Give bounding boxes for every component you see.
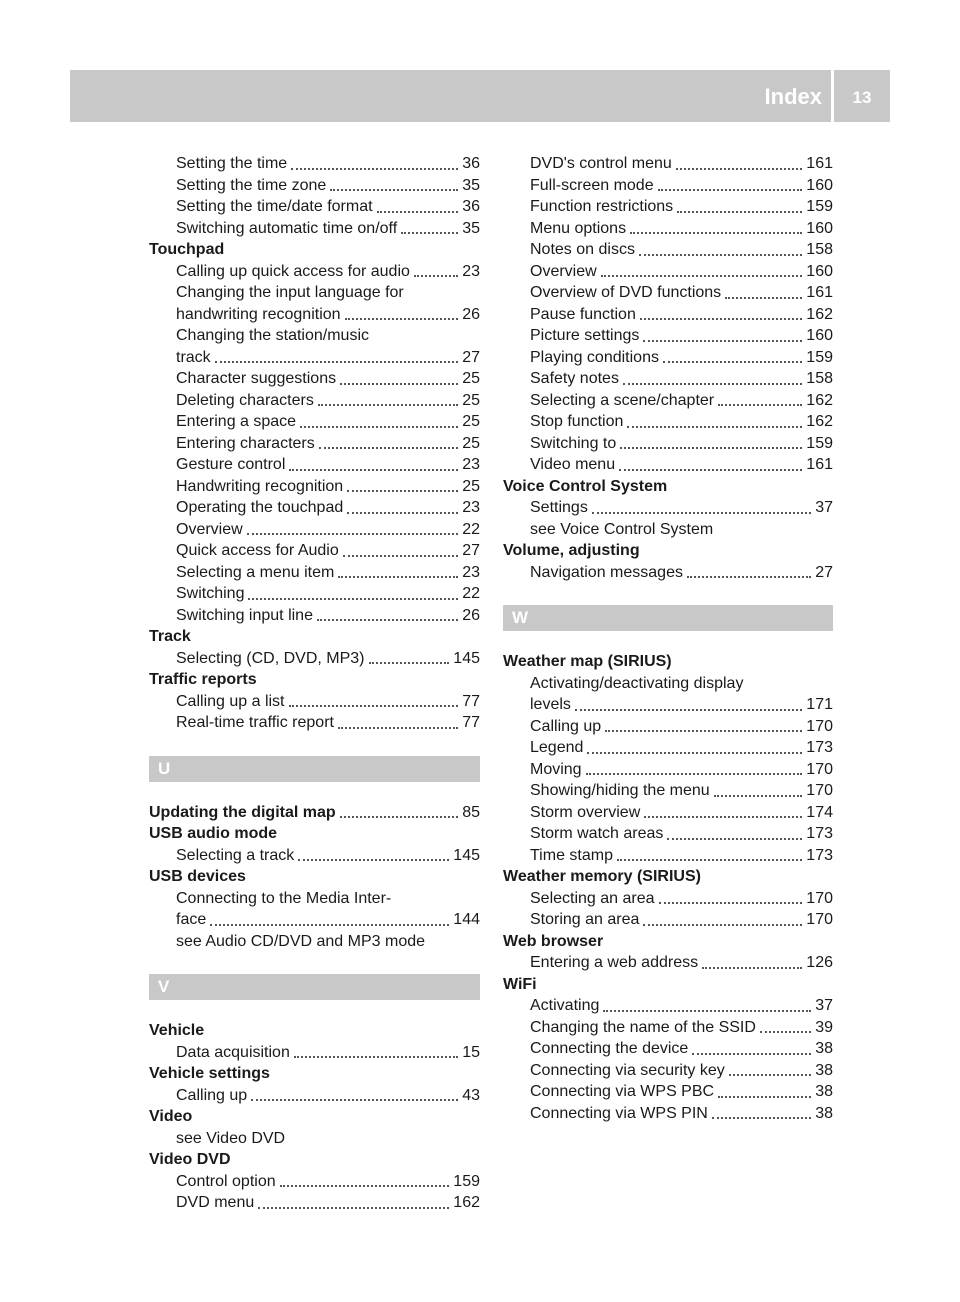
dot-leader (291, 168, 458, 170)
index-entry (503, 433, 833, 455)
entry-label: DVD's control menu (530, 155, 672, 172)
index-entry (503, 239, 833, 261)
dot-leader (210, 924, 449, 926)
entry-label: Storm overview (530, 803, 641, 821)
entry-label: Handwriting recognition (176, 477, 344, 495)
entry-label: Storm watch areas (530, 825, 664, 842)
index-entry (503, 802, 833, 824)
page-header (70, 70, 890, 122)
index-column-right (503, 153, 833, 1124)
dot-leader (643, 924, 802, 926)
entry-page-ref: 173 (806, 739, 833, 756)
entry-page-ref: 158 (806, 241, 833, 258)
entry-page-ref: 15 (462, 1043, 480, 1061)
entry-label: Connecting via security key (530, 1061, 725, 1079)
index-term: Web browser (503, 932, 604, 950)
entry-label: Notes on discs (530, 241, 635, 258)
entry-page-ref: 38 (815, 1040, 833, 1057)
entry-page-ref: 162 (806, 305, 833, 323)
entry-page-ref: 160 (806, 262, 833, 280)
index-entry (503, 368, 833, 390)
index-entry (503, 1060, 833, 1082)
entry-page-ref: 144 (453, 911, 480, 928)
entry-page-ref: 39 (815, 1018, 833, 1036)
dot-leader (318, 404, 458, 406)
index-entry (503, 1081, 833, 1103)
index-entry (503, 390, 833, 412)
entry-page-ref: 23 (462, 563, 480, 581)
dot-leader (369, 662, 450, 664)
index-entry (149, 1042, 480, 1064)
entry-page-ref: 162 (806, 413, 833, 430)
entry-page-ref: 160 (806, 219, 833, 237)
index-entry (149, 304, 480, 326)
index-column-left (149, 153, 480, 1214)
entry-label: Character suggestions (176, 370, 337, 387)
index-entry (503, 952, 833, 974)
index-entry (149, 261, 480, 283)
entry-page-ref: 38 (815, 1061, 833, 1079)
entry-label: Setting the time/date format (176, 198, 373, 215)
entry-label: Activating (530, 997, 600, 1014)
dot-leader (248, 598, 458, 600)
index-entry (503, 282, 833, 304)
entry-label: Changing the name of the SSID (530, 1018, 756, 1036)
entry-label: Showing/hiding the menu (530, 782, 710, 799)
dot-leader (677, 211, 802, 213)
dot-leader (630, 232, 802, 234)
dot-leader (338, 576, 458, 578)
entry-label: Connecting via WPS PBC (530, 1083, 715, 1100)
entry-label: Stop function (530, 413, 624, 430)
dot-leader (347, 512, 458, 514)
index-term: Traffic reports (149, 671, 257, 688)
index-term: Weather map (SIRIUS) (503, 653, 672, 670)
dot-leader (729, 1074, 811, 1076)
entry-label: Selecting a scene/chapter (530, 391, 715, 409)
dot-leader (639, 254, 802, 256)
entry-page-ref: 126 (806, 954, 833, 971)
dot-leader (603, 1010, 811, 1012)
dot-leader (343, 555, 458, 557)
entry-label: Pause function (530, 305, 636, 323)
index-entry (503, 1038, 833, 1060)
index-entry (503, 737, 833, 759)
entry-page-ref: 37 (815, 997, 833, 1014)
index-entry (149, 1192, 480, 1214)
dot-leader (663, 361, 802, 363)
index-entry (149, 497, 480, 519)
entry-label: Setting the time zone (176, 176, 327, 194)
entry-page-ref: 43 (462, 1086, 480, 1104)
entry-page-ref: 35 (462, 219, 480, 237)
index-entry (149, 909, 480, 931)
entry-label: track (176, 348, 211, 366)
entry-page-ref: 170 (806, 717, 833, 735)
dot-leader (575, 709, 802, 711)
index-entry (503, 694, 833, 716)
dot-leader (300, 426, 458, 428)
index-entry (149, 648, 480, 670)
entry-label: Legend (530, 739, 584, 756)
entry-label: Calling up quick access for audio (176, 262, 410, 280)
dot-leader (338, 727, 458, 729)
index-entry (149, 583, 480, 605)
index-entry (149, 540, 480, 562)
index-term: USB devices (149, 868, 246, 885)
dot-leader (714, 795, 803, 797)
entry-page-ref: 162 (806, 391, 833, 409)
dot-leader (725, 297, 802, 299)
dot-leader (692, 1053, 811, 1055)
index-subentry-text: see Voice Control System (530, 520, 714, 538)
dot-leader (712, 1117, 811, 1119)
index-entry (149, 1085, 480, 1107)
dot-leader (294, 1056, 458, 1058)
dot-leader (587, 752, 802, 754)
entry-label: Playing conditions (530, 348, 659, 366)
index-term: Touchpad (149, 241, 225, 258)
index-entry (149, 476, 480, 498)
dot-leader (667, 838, 802, 840)
entry-page-ref: 36 (462, 198, 480, 215)
dot-leader (702, 967, 802, 969)
index-term: USB audio mode (149, 825, 278, 842)
dot-leader (251, 1099, 458, 1101)
index-subentry-text: see Video DVD (176, 1129, 286, 1147)
entry-label: Entering characters (176, 434, 315, 452)
entry-label: Picture settings (530, 327, 640, 344)
entry-page-ref: 159 (453, 1172, 480, 1190)
dot-leader (340, 816, 459, 818)
index-term: Vehicle (149, 1022, 205, 1039)
entry-page-ref: 25 (462, 434, 480, 452)
dot-leader (760, 1031, 811, 1033)
dot-leader (215, 361, 459, 363)
entry-label: Calling up (530, 717, 602, 735)
dot-leader (280, 1185, 450, 1187)
dot-leader (687, 576, 811, 578)
entry-page-ref: 170 (806, 889, 833, 907)
entry-page-ref: 38 (815, 1104, 833, 1122)
page-title: Index (764, 84, 822, 109)
dot-leader (676, 168, 803, 170)
dot-leader (658, 189, 803, 191)
entry-label: Function restrictions (530, 198, 674, 215)
entry-label: Full-screen mode (530, 176, 654, 194)
entry-label: Time stamp (530, 846, 613, 864)
entry-label: Navigation messages (530, 563, 683, 581)
entry-label: Switching input line (176, 606, 313, 624)
entry-page-ref: 25 (462, 413, 480, 430)
dot-leader (605, 730, 802, 732)
index-term: Vehicle settings (149, 1065, 270, 1082)
index-entry (503, 304, 833, 326)
index-entry (149, 691, 480, 713)
page-number: 13 (852, 88, 872, 107)
index-entry (149, 347, 480, 369)
entry-label: Video menu (530, 456, 616, 473)
index-term: Video (149, 1108, 193, 1125)
index-subentry-text: Activating/deactivating display (530, 674, 744, 692)
dot-leader (298, 859, 449, 861)
entry-label: Updating the digital map (149, 803, 336, 821)
entry-page-ref: 160 (806, 176, 833, 194)
entry-label: Data acquisition (176, 1043, 290, 1061)
dot-leader (345, 318, 459, 320)
index-entry (149, 454, 480, 476)
index-entry (149, 218, 480, 240)
index-entry (149, 519, 480, 541)
entry-page-ref: 159 (806, 348, 833, 366)
entry-label: Entering a space (176, 413, 297, 430)
entry-label: Gesture control (176, 456, 286, 473)
entry-label: Switching to (530, 434, 617, 452)
dot-leader (289, 469, 458, 471)
index-entry (503, 175, 833, 197)
index-entry (503, 995, 833, 1017)
index-entry (149, 196, 480, 218)
index-entry (149, 1171, 480, 1193)
index-subentry-text: Changing the input language for (176, 284, 404, 301)
entry-label: Moving (530, 760, 582, 778)
entry-page-ref: 25 (462, 477, 480, 495)
dot-leader (377, 211, 459, 213)
entry-page-ref: 23 (462, 499, 480, 516)
entry-label: face (176, 911, 207, 928)
dot-leader (623, 383, 802, 385)
section-letter-header: W (503, 605, 833, 631)
dot-leader (340, 383, 458, 385)
entry-label: DVD menu (176, 1194, 255, 1211)
index-entry (149, 562, 480, 584)
entry-label: levels (530, 696, 571, 713)
entry-label: Connecting via WPS PIN (530, 1104, 708, 1122)
section-letter-header: V (149, 974, 480, 1000)
index-term-entry (149, 802, 480, 824)
dot-leader (289, 705, 459, 707)
entry-label: Overview of DVD functions (530, 284, 722, 301)
dot-leader (643, 340, 802, 342)
entry-label: Deleting characters (176, 391, 314, 409)
index-term: Video DVD (149, 1151, 231, 1168)
index-entry (503, 325, 833, 347)
index-subentry-text: see Audio CD/DVD and MP3 mode (176, 932, 426, 950)
entry-label: Switching (176, 585, 245, 602)
entry-page-ref: 27 (462, 348, 480, 366)
dot-leader (347, 490, 458, 492)
entry-page-ref: 77 (462, 692, 480, 710)
index-entry (503, 1103, 833, 1125)
entry-page-ref: 22 (462, 520, 480, 538)
index-entry (503, 347, 833, 369)
index-entry (149, 390, 480, 412)
dot-leader (317, 619, 458, 621)
entry-page-ref: 38 (815, 1083, 833, 1100)
entry-page-ref: 158 (806, 370, 833, 387)
entry-label: Menu options (530, 219, 627, 237)
entry-page-ref: 26 (462, 305, 480, 323)
entry-page-ref: 145 (453, 846, 480, 864)
index-entry (503, 1017, 833, 1039)
index-entry (149, 845, 480, 867)
entry-page-ref: 35 (462, 176, 480, 194)
entry-label: Selecting (CD, DVD, MP3) (176, 649, 365, 667)
index-entry (503, 218, 833, 240)
entry-label: Operating the touchpad (176, 499, 344, 516)
entry-label: Selecting a track (176, 846, 295, 864)
entry-page-ref: 161 (806, 284, 833, 301)
index-entry (503, 153, 833, 175)
dot-leader (627, 426, 802, 428)
index-entry (503, 845, 833, 867)
index-entry (149, 411, 480, 433)
entry-page-ref: 23 (462, 262, 480, 280)
entry-label: Entering a web address (530, 954, 699, 971)
entry-label: Switching automatic time on/off (176, 219, 398, 237)
entry-label: Selecting a menu item (176, 563, 335, 581)
index-entry (149, 605, 480, 627)
entry-page-ref: 37 (815, 499, 833, 516)
entry-label: handwriting recognition (176, 305, 341, 323)
entry-page-ref: 161 (806, 155, 833, 172)
index-entry (149, 712, 480, 734)
index-entry (503, 411, 833, 433)
dot-leader (640, 318, 802, 320)
entry-page-ref: 27 (462, 542, 480, 559)
entry-page-ref: 159 (806, 198, 833, 215)
index-entry (149, 153, 480, 175)
entry-label: Storing an area (530, 911, 640, 928)
index-term: Voice Control System (503, 477, 668, 495)
entry-page-ref: 170 (806, 760, 833, 778)
index-entry (503, 780, 833, 802)
dot-leader (401, 232, 458, 234)
entry-page-ref: 160 (806, 327, 833, 344)
index-term: Volume, adjusting (503, 542, 640, 559)
index-entry (503, 823, 833, 845)
entry-label: Setting the time (176, 155, 288, 172)
entry-page-ref: 162 (453, 1194, 480, 1211)
dot-leader (644, 816, 802, 818)
entry-page-ref: 22 (462, 585, 480, 602)
entry-label: Connecting the device (530, 1040, 689, 1057)
entry-page-ref: 161 (806, 456, 833, 473)
entry-page-ref: 171 (806, 696, 833, 713)
entry-label: Overview (176, 520, 243, 538)
entry-label: Safety notes (530, 370, 619, 387)
entry-label: Selecting an area (530, 889, 655, 907)
dot-leader (258, 1207, 449, 1209)
entry-page-ref: 36 (462, 155, 480, 172)
index-term: WiFi (503, 975, 537, 993)
entry-page-ref: 26 (462, 606, 480, 624)
entry-label: Overview (530, 262, 597, 280)
index-entry (503, 888, 833, 910)
dot-leader (620, 447, 802, 449)
index-entry (503, 196, 833, 218)
entry-page-ref: 27 (815, 563, 833, 581)
entry-label: Control option (176, 1172, 276, 1190)
dot-leader (592, 512, 811, 514)
entry-label: Quick access for Audio (176, 542, 339, 559)
index-entry (503, 759, 833, 781)
entry-page-ref: 145 (453, 649, 480, 667)
dot-leader (414, 275, 458, 277)
dot-leader (718, 404, 802, 406)
entry-page-ref: 25 (462, 370, 480, 387)
dot-leader (586, 773, 803, 775)
entry-page-ref: 85 (462, 803, 480, 821)
index-entry (503, 562, 833, 584)
entry-page-ref: 170 (806, 782, 833, 799)
dot-leader (319, 447, 458, 449)
section-letter-header: U (149, 756, 480, 782)
entry-label: Calling up a list (176, 692, 285, 710)
index-entry (503, 497, 833, 519)
entry-page-ref: 173 (806, 825, 833, 842)
dot-leader (330, 189, 458, 191)
entry-page-ref: 23 (462, 456, 480, 473)
dot-leader (619, 469, 802, 471)
index-entry (149, 175, 480, 197)
index-entry (503, 454, 833, 476)
entry-page-ref: 173 (806, 846, 833, 864)
entry-page-ref: 170 (806, 911, 833, 928)
index-subentry-text: Changing the station/music (176, 327, 369, 344)
index-entry (149, 433, 480, 455)
entry-page-ref: 77 (462, 714, 480, 731)
index-entry (503, 261, 833, 283)
index-term: Weather memory (SIRIUS) (503, 868, 701, 885)
index-entry (503, 716, 833, 738)
dot-leader (617, 859, 802, 861)
entry-label: Settings (530, 499, 588, 516)
entry-page-ref: 174 (806, 803, 833, 821)
entry-label: Real-time traffic report (176, 714, 334, 731)
index-subentry-text: Connecting to the Media Inter- (176, 889, 392, 907)
dot-leader (601, 275, 803, 277)
index-entry (149, 368, 480, 390)
dot-leader (718, 1096, 811, 1098)
entry-page-ref: 25 (462, 391, 480, 409)
index-entry (503, 909, 833, 931)
entry-label: Calling up (176, 1086, 248, 1104)
dot-leader (659, 902, 803, 904)
entry-page-ref: 159 (806, 434, 833, 452)
index-term: Track (149, 628, 191, 645)
dot-leader (247, 533, 459, 535)
